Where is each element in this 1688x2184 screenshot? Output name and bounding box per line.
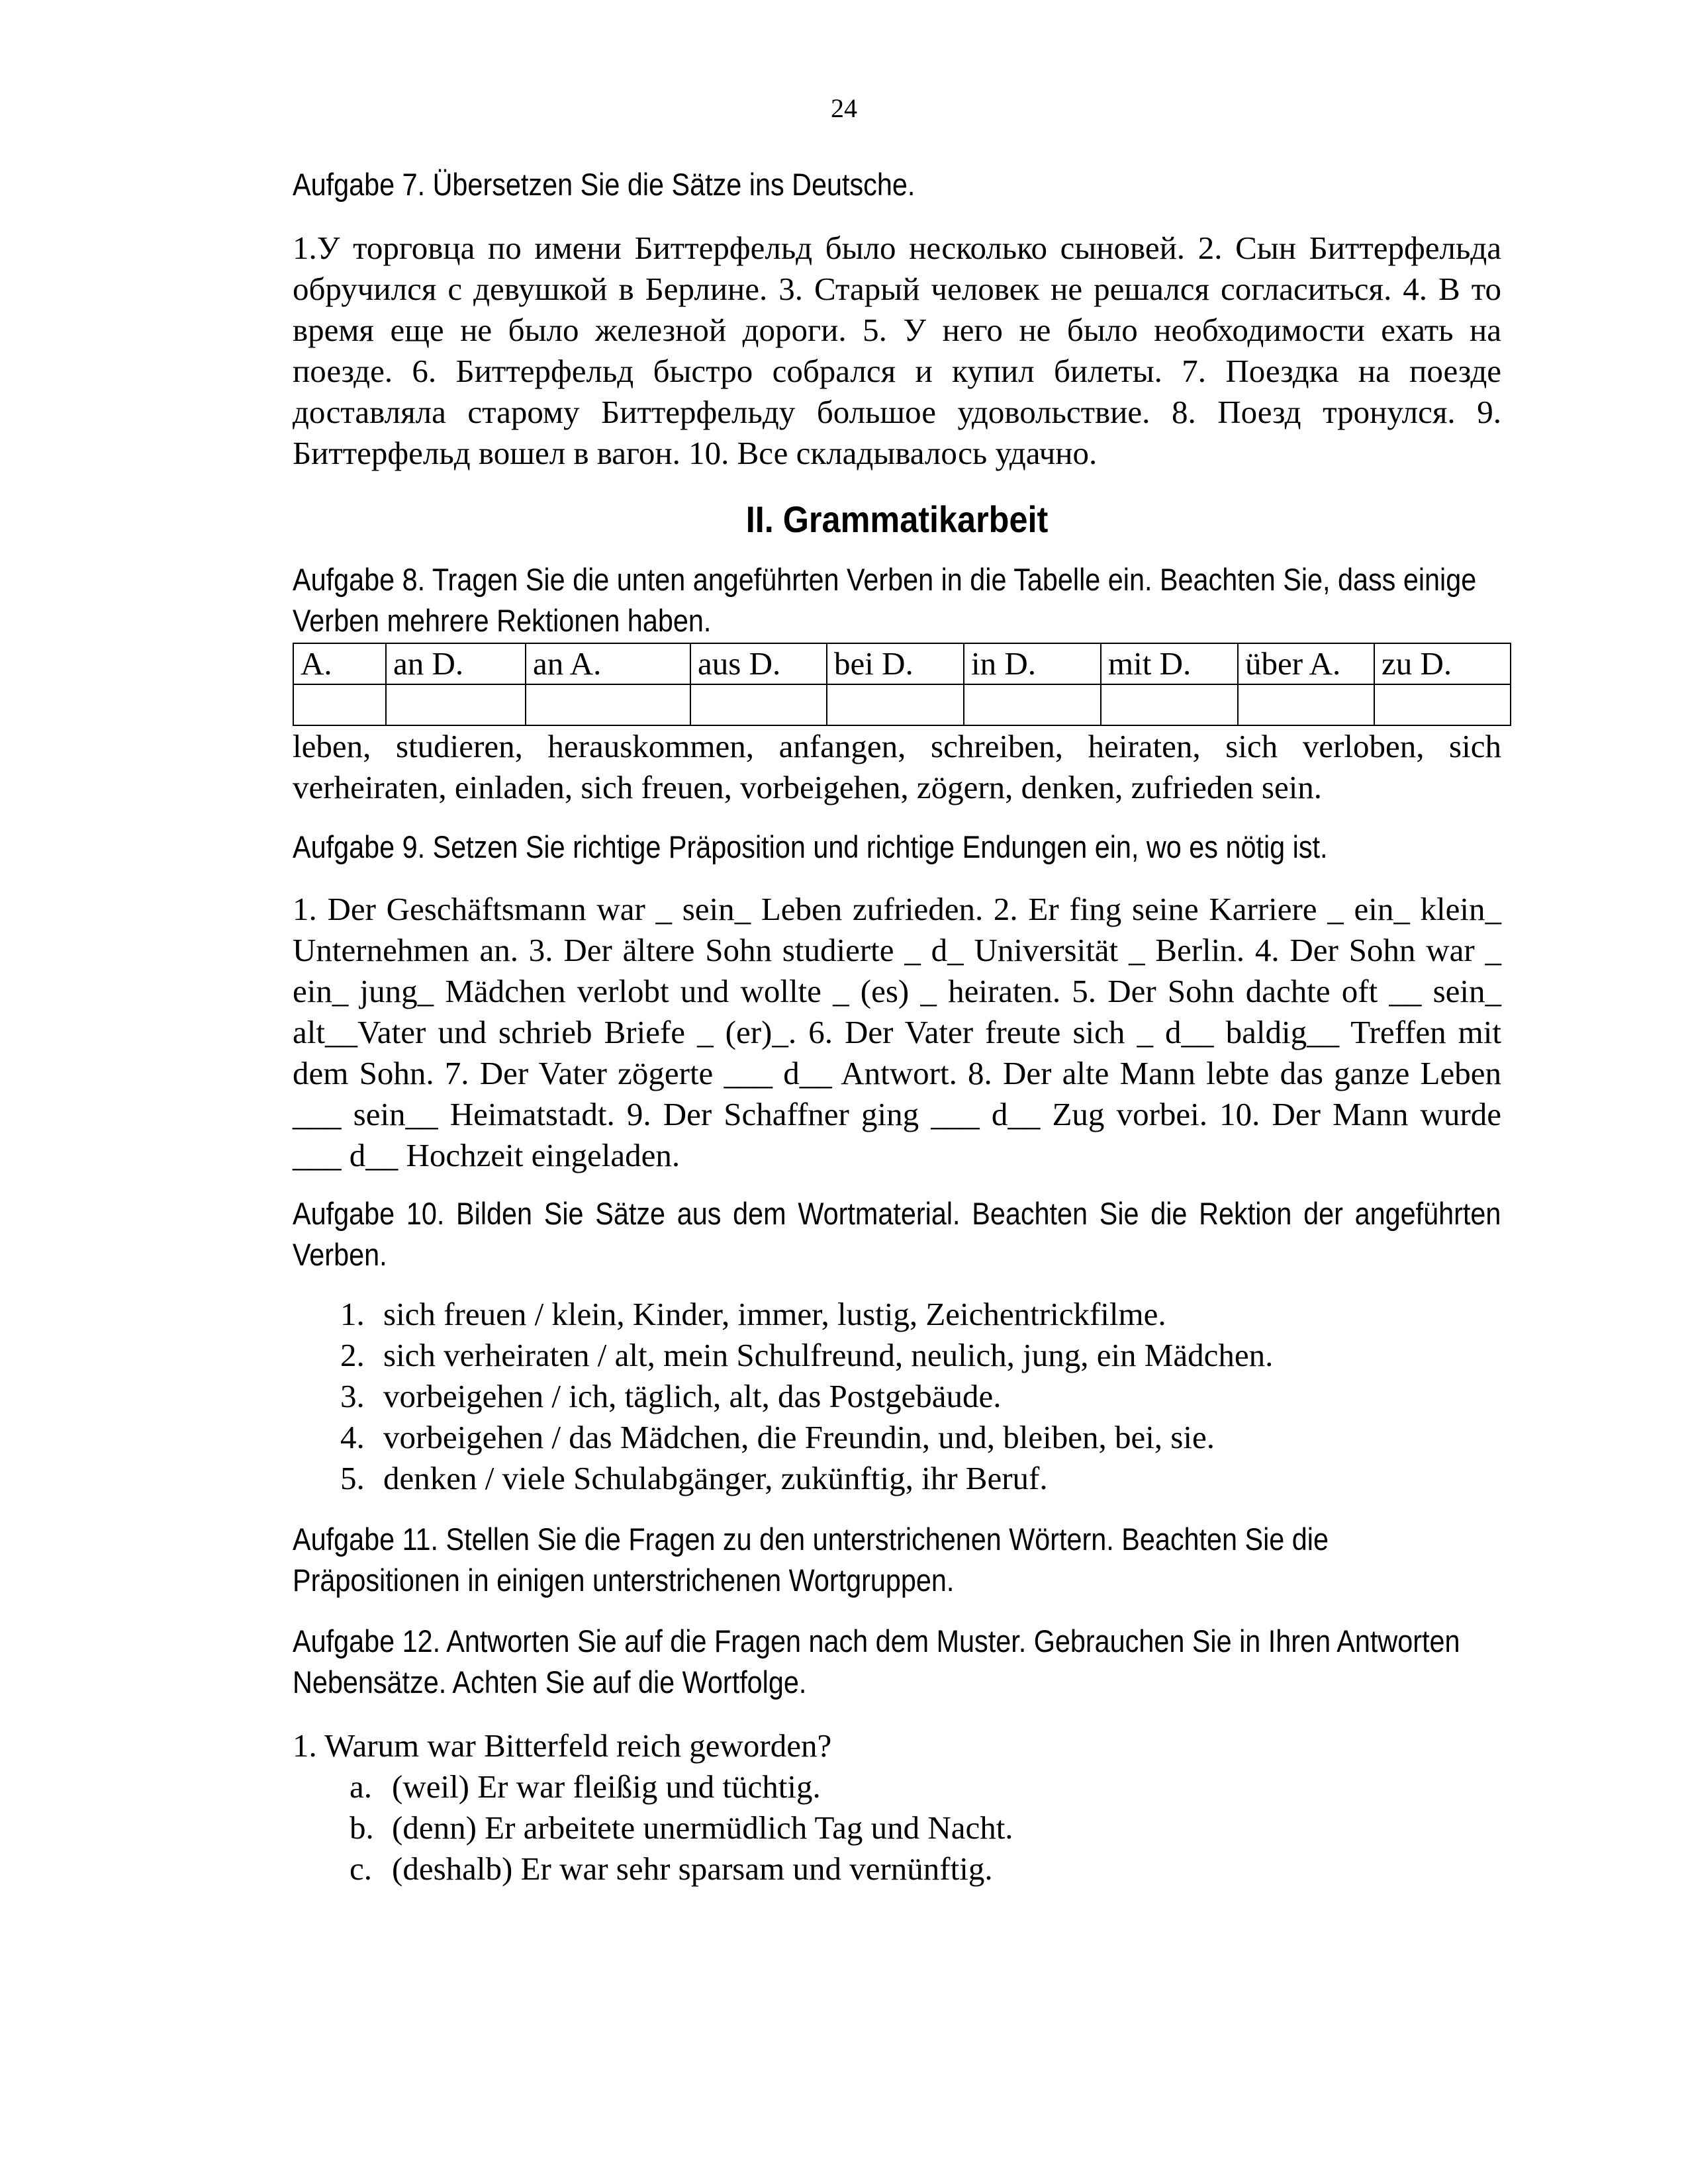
list-item-number: 2.: [340, 1337, 365, 1373]
table-header-row: [293, 643, 1511, 684]
table-empty-cell: [1238, 684, 1374, 725]
list-item-text: (denn) Er arbeitete unermüdlich Tag und Nacht.: [392, 1809, 1013, 1846]
table-header-cell: an D.: [386, 643, 526, 684]
list-item: [293, 1807, 1501, 1848]
list-item: [293, 1417, 1501, 1458]
list-item-number: 1.: [340, 1296, 365, 1332]
section-heading: II. Grammatikarbeit: [745, 498, 1049, 540]
list-item-number: 4.: [340, 1419, 365, 1455]
list-item-number: 3.: [340, 1378, 365, 1414]
table-header-cell: mit D.: [1101, 643, 1238, 684]
task9-text: 1. Der Geschäftsmann war _ sein_ Leben zufrieden. 2. Er fing seine Karriere _ ein_ klein_ Unternehmen an. 3. Der ältere Sohn studierte _ d_ Universität _ Berlin. 4. Der Sohn war _ ein_ jung_ Mädchen verlobt und wollte _ (es) _ heiraten. 5. Der Sohn dachte oft __ sein_ alt__Vater und schrieb Briefe _ (er)_. 6. Der Vater freute sich _ d__ baldig__ Treffen mit dem Sohn. 7. Der Vater zögerte ___ d__ Antwort. 8. Der alte Mann lebte das ganze Leben ___ sein__ Heimatstadt. 9. Der Schaffner ging ___ d__ Zug vorbei. 10. Der Mann wurde ___ d__ Hochzeit eingeladen.: [293, 891, 1501, 1173]
task8-verbs: leben, studieren, herauskommen, anfangen, schreiben, heiraten, sich verloben, sich verheiraten, einladen, sich freuen, vorbeigehen, zögern, denken, zufrieden sein.: [293, 728, 1501, 805]
table-empty-cell: [964, 684, 1101, 725]
table-header-cell: bei D.: [827, 643, 964, 684]
page-content: [293, 164, 1501, 1889]
list-item-letter: b.: [350, 1809, 374, 1846]
list-item: [293, 1848, 1501, 1889]
list-item-text: (weil) Er war fleißig und tüchtig.: [392, 1768, 821, 1805]
table-header-cell: aus D.: [690, 643, 827, 684]
list-item-text: sich freuen / klein, Kinder, immer, lustig, Zeichentrickfilme.: [383, 1296, 1166, 1332]
list-item: [293, 1458, 1501, 1499]
rektion-table: [293, 643, 1511, 726]
task7-title: Aufgabe 7. Übersetzen Sie die Sätze ins Deutsche.: [293, 167, 915, 202]
table-header-cell: zu D.: [1374, 643, 1511, 684]
page-number: 24: [831, 93, 857, 123]
list-item-letter: a.: [350, 1768, 372, 1805]
task10-list: [293, 1294, 1501, 1499]
table-empty-cell: [827, 684, 964, 725]
table-empty-cell: [293, 684, 386, 725]
table-header-cell: über A.: [1238, 643, 1374, 684]
list-item: [293, 1766, 1501, 1807]
table-empty-cell: [690, 684, 827, 725]
list-item: [293, 1335, 1501, 1376]
list-item: [293, 1294, 1501, 1335]
list-item-text: vorbeigehen / das Mädchen, die Freundin, und, bleiben, bei, sie.: [383, 1419, 1215, 1455]
task8-title: Aufgabe 8. Tragen Sie die unten angeführten Verben in die Tabelle ein. Beachten Sie, dass einige Verben mehrere Rektionen haben.: [293, 562, 1477, 638]
list-item: [293, 1376, 1501, 1417]
task12-title: Aufgabe 12. Antworten Sie auf die Fragen nach dem Muster. Gebrauchen Sie in Ihren Antworten Nebensätze. Achten Sie auf die Wortfolge.: [293, 1623, 1460, 1700]
list-item-text: vorbeigehen / ich, täglich, alt, das Postgebäude.: [383, 1378, 1002, 1414]
table-header-cell: an A.: [526, 643, 690, 684]
list-item-letter: c.: [350, 1850, 372, 1887]
list-item-text: sich verheiraten / alt, mein Schulfreund, neulich, jung, ein Mädchen.: [383, 1337, 1274, 1373]
task9-title: Aufgabe 9. Setzen Sie richtige Präposition und richtige Endungen ein, wo es nötig ist.: [293, 829, 1328, 864]
list-item-text: (deshalb) Er war sehr sparsam und vernünftig.: [392, 1850, 993, 1887]
task12-answers: [293, 1766, 1501, 1889]
list-item-number: 5.: [340, 1460, 365, 1496]
table-empty-cell: [386, 684, 526, 725]
task11-title: Aufgabe 11. Stellen Sie die Fragen zu den unterstrichenen Wörtern. Beachten Sie die Präpositionen in einigen unterstrichenen Wortgruppen.: [293, 1522, 1329, 1598]
table-header-cell: in D.: [964, 643, 1101, 684]
task10-title: Aufgabe 10. Bilden Sie Sätze aus dem Wortmaterial. Beachten Sie die Rektion der angeführten Verben.: [293, 1196, 1501, 1272]
table-header-cell: A.: [293, 643, 386, 684]
table-empty-cell: [1101, 684, 1238, 725]
task7-text: 1.У торговца по имени Биттерфельд было несколько сыновей. 2. Сын Биттерфельда обручился с девушкой в Берлине. 3. Старый человек не решался согласиться. 4. В то время еще не было железной дороги. 5. У него не было необходимости ехать на поезде. 6. Биттерфельд быстро собрался и купил билеты. 7. Поездка на поезде доставляла старому Биттерфельду большое удовольствие. 8. Поезд тронулся. 9. Биттерфельд вошел в вагон. 10. Все складывалось удачно.: [293, 230, 1501, 471]
table-empty-row: [293, 684, 1511, 725]
table-empty-cell: [1374, 684, 1511, 725]
table-empty-cell: [526, 684, 690, 725]
task12-question: 1. Warum war Bitterfeld reich geworden?: [293, 1727, 832, 1764]
list-item-text: denken / viele Schulabgänger, zukünftig, ihr Beruf.: [383, 1460, 1048, 1496]
